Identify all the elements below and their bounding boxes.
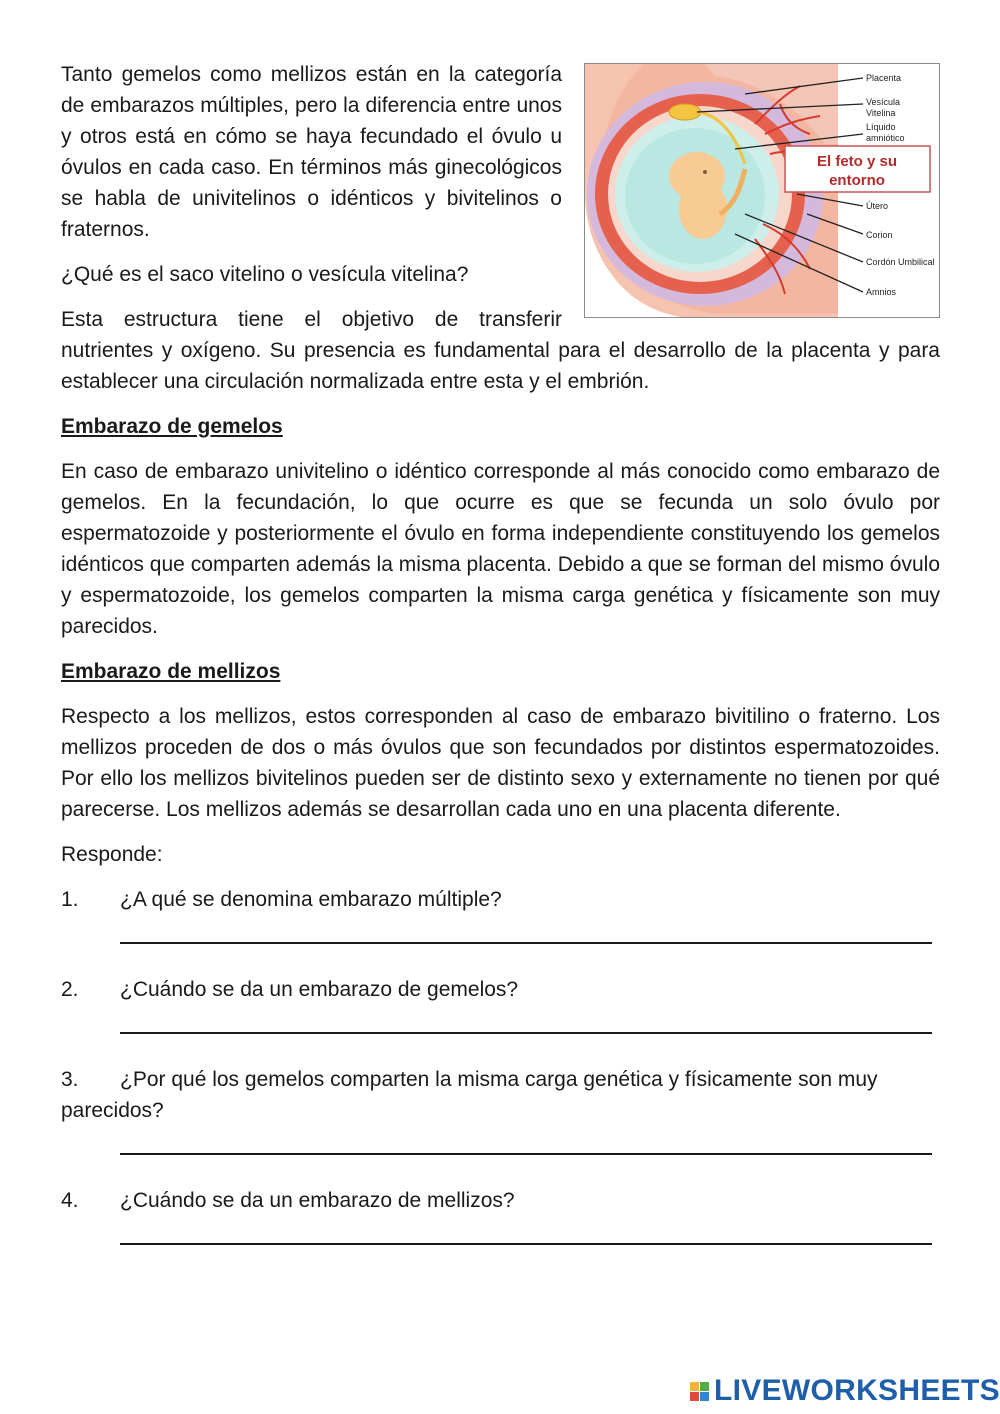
- question-text: ¿Por qué los gemelos comparten la misma carga genética y físicamente son muy parecidos?: [61, 1068, 878, 1122]
- responde-label: Responde:: [61, 843, 163, 866]
- question-number: 1.: [61, 888, 79, 911]
- yolk-sac-question: ¿Qué es el saco vitelino o vesícula vitelina?: [61, 263, 469, 286]
- label-vesicula-1: Vesícula: [866, 97, 901, 107]
- label-vesicula-2: Vitelina: [866, 108, 896, 118]
- yolk-sac: [669, 104, 701, 120]
- intro-paragraph: Tanto gemelos como mellizos están en la categoría de embarazos múltiples, pero la diferencia entre unos y otros está en cómo se haya fecundado el óvulo u óvulos en cada caso. En términos más ginecológicos se habla de univitelinos o idénticos y bivitelinos o fraternos.: [61, 63, 562, 241]
- question-text: ¿A qué se denomina embarazo múltiple?: [120, 888, 502, 911]
- question-number: 4.: [61, 1189, 79, 1212]
- fetus-diagram: [585, 64, 940, 318]
- answer-line-4[interactable]: [120, 1243, 932, 1245]
- question-text: ¿Cuándo se da un embarazo de mellizos?: [120, 1189, 515, 1212]
- logo-square: [700, 1392, 709, 1401]
- mellizos-text: Respecto a los mellizos, estos corresponden al caso de embarazo bivitilino o fraterno. Los mellizos proceden de dos o más óvulos que son fecundados por distintos espermatozoides. Por ello los mellizos bivitelinos pueden ser de distinto sexo y externamente no tienen por qué parecerse. Los mellizos además se desarrollan cada uno en una placenta diferente.: [61, 705, 940, 821]
- label-corion: Corion: [866, 230, 893, 240]
- logo-icon: [690, 1382, 709, 1401]
- question-2: [61, 974, 940, 1005]
- question-3: [61, 1064, 940, 1126]
- label-cordon: Cordón Umbilical: [866, 257, 935, 267]
- logo-square: [690, 1392, 699, 1401]
- heading-gemelos: Embarazo de gemelos: [61, 415, 283, 438]
- fetus-eye: [703, 170, 707, 174]
- logo-square: [700, 1382, 709, 1391]
- answer-line-3[interactable]: [120, 1153, 932, 1155]
- label-liquido-2: amniótico: [866, 133, 905, 143]
- figure-title-line1: El feto y su: [816, 153, 898, 170]
- question-1: [61, 884, 940, 915]
- question-text: ¿Cuándo se da un embarazo de gemelos?: [120, 978, 519, 1001]
- label-liquido-1: Líquido: [866, 122, 896, 132]
- liveworksheets-logo: [690, 1374, 1000, 1408]
- figure-title-line2: entorno: [829, 172, 885, 189]
- answer-line-2[interactable]: [120, 1032, 932, 1034]
- gemelos-text: En caso de embarazo univitelino o idéntico corresponde al más conocido como embarazo de gemelos. En la fecundación, lo que ocurre es que se fecunda un solo óvulo por espermatozoide y posteriormente el óvulo en forma independiente constituyendo los gemelos idénticos que comparten además la misma placenta. Debido a que se forman del mismo óvulo y espermatozoide, los gemelos comparten la misma carga genética y físicamente son muy parecidos.: [61, 460, 940, 638]
- question-number: 2.: [61, 978, 79, 1001]
- label-amnios: Amnios: [866, 287, 897, 297]
- label-utero: Útero: [866, 201, 889, 211]
- logo-square: [690, 1382, 699, 1391]
- question-4: [61, 1185, 940, 1216]
- heading-mellizos: Embarazo de mellizos: [61, 660, 281, 683]
- fetus-environment-figure: [584, 63, 940, 318]
- answer-line-1[interactable]: [120, 942, 932, 944]
- yolk-sac-answer: Esta estructura tiene el objetivo de transferir nutrientes y oxígeno. Su presencia es fundamental para el desarrollo de la placenta y para establecer una circulación normalizada entre esta y el embrión.: [61, 308, 940, 393]
- logo-text: LIVEWORKSHEETS: [714, 1374, 1000, 1407]
- label-placenta: Placenta: [866, 73, 902, 83]
- question-number: 3.: [61, 1068, 79, 1091]
- fetus-body: [679, 179, 727, 239]
- worksheet-page: [61, 59, 940, 1275]
